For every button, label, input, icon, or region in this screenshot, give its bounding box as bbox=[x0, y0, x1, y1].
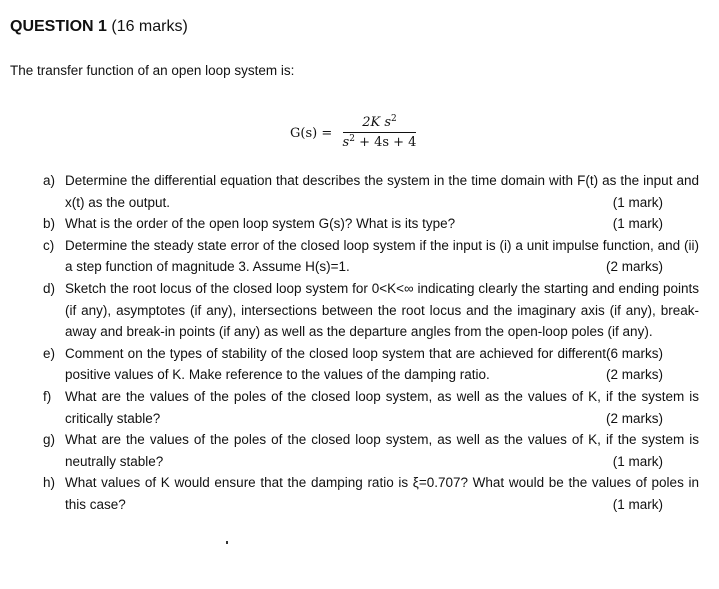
stray-mark bbox=[226, 541, 228, 544]
equation-fraction bbox=[342, 113, 417, 152]
item-label: f) bbox=[43, 388, 52, 404]
item-text: Comment on the types of stability of the closed loop system that are achieved for different positive values of K. Make reference to the values of the damping ratio. bbox=[65, 345, 606, 383]
item-text: What values of K would ensure that the damping ratio is ξ=0.707? What would be the values of poles in this case? bbox=[65, 475, 699, 512]
item-label: e) bbox=[43, 345, 56, 361]
item-label: c) bbox=[43, 237, 55, 253]
item-marks: (2 marks) bbox=[606, 367, 663, 383]
item-marks: (6 marks) bbox=[606, 345, 663, 361]
question-title: QUESTION 1 bbox=[10, 18, 107, 35]
item-text: Determine the steady state error of the closed loop system if the input is (i) a unit impulse function, and (ii) a step function of magnitude 3. Assume H(s)=1. bbox=[65, 237, 699, 275]
intro-text: The transfer function of an open loop system is: bbox=[10, 63, 295, 78]
list-item bbox=[43, 235, 699, 278]
item-marks: (1 mark) bbox=[612, 216, 663, 232]
question-items bbox=[43, 170, 699, 516]
item-text: Determine the differential equation that describes the system in the time domain with F(t) as the input and x(t) as the output. bbox=[65, 173, 699, 210]
item-marks: (2 marks) bbox=[606, 410, 663, 426]
item-text: What are the values of the poles of the closed loop system, as well as the values of K, if the system is critically stable? bbox=[65, 388, 699, 426]
equation-numerator: 2K $s^2$ bbox=[362, 114, 397, 130]
item-marks: (2 marks) bbox=[606, 259, 663, 275]
item-label: b) bbox=[43, 216, 56, 232]
item-marks: (1 mark) bbox=[612, 496, 663, 512]
item-text: Sketch the root locus of the closed loop system for 0<K<∞ indicating clearly the starting and ending points (if any), asymptotes (if any), intersections between the root locus and the imaginary axis (if any), break-away and break-in points (if any) as well as the departure angles from the open-loop poles (if any). bbox=[65, 280, 699, 340]
list-item bbox=[43, 343, 699, 386]
item-marks: (1 mark) bbox=[612, 453, 663, 469]
item-label: h) bbox=[43, 475, 56, 491]
list-item bbox=[43, 278, 699, 361]
item-label: d) bbox=[43, 280, 56, 296]
equation-lhs: G(s) = bbox=[290, 126, 333, 141]
item-marks: (1 mark) bbox=[612, 194, 663, 210]
question-heading bbox=[10, 18, 188, 36]
list-item bbox=[43, 429, 699, 472]
question-marks: (16 marks) bbox=[111, 18, 188, 35]
list-item bbox=[43, 213, 699, 235]
list-item bbox=[43, 170, 699, 213]
item-label: g) bbox=[43, 432, 56, 448]
item-label: a) bbox=[43, 173, 56, 188]
item-text: What is the order of the open loop system G(s)? What is its type? bbox=[65, 216, 456, 232]
item-text: What are the values of the poles of the closed loop system, as well as the values of K, if the system is neutrally stable? bbox=[65, 432, 699, 469]
list-item bbox=[43, 386, 699, 429]
list-item bbox=[43, 472, 699, 515]
equation-denominator: $s^2 + 4s + 4$ bbox=[342, 134, 417, 150]
